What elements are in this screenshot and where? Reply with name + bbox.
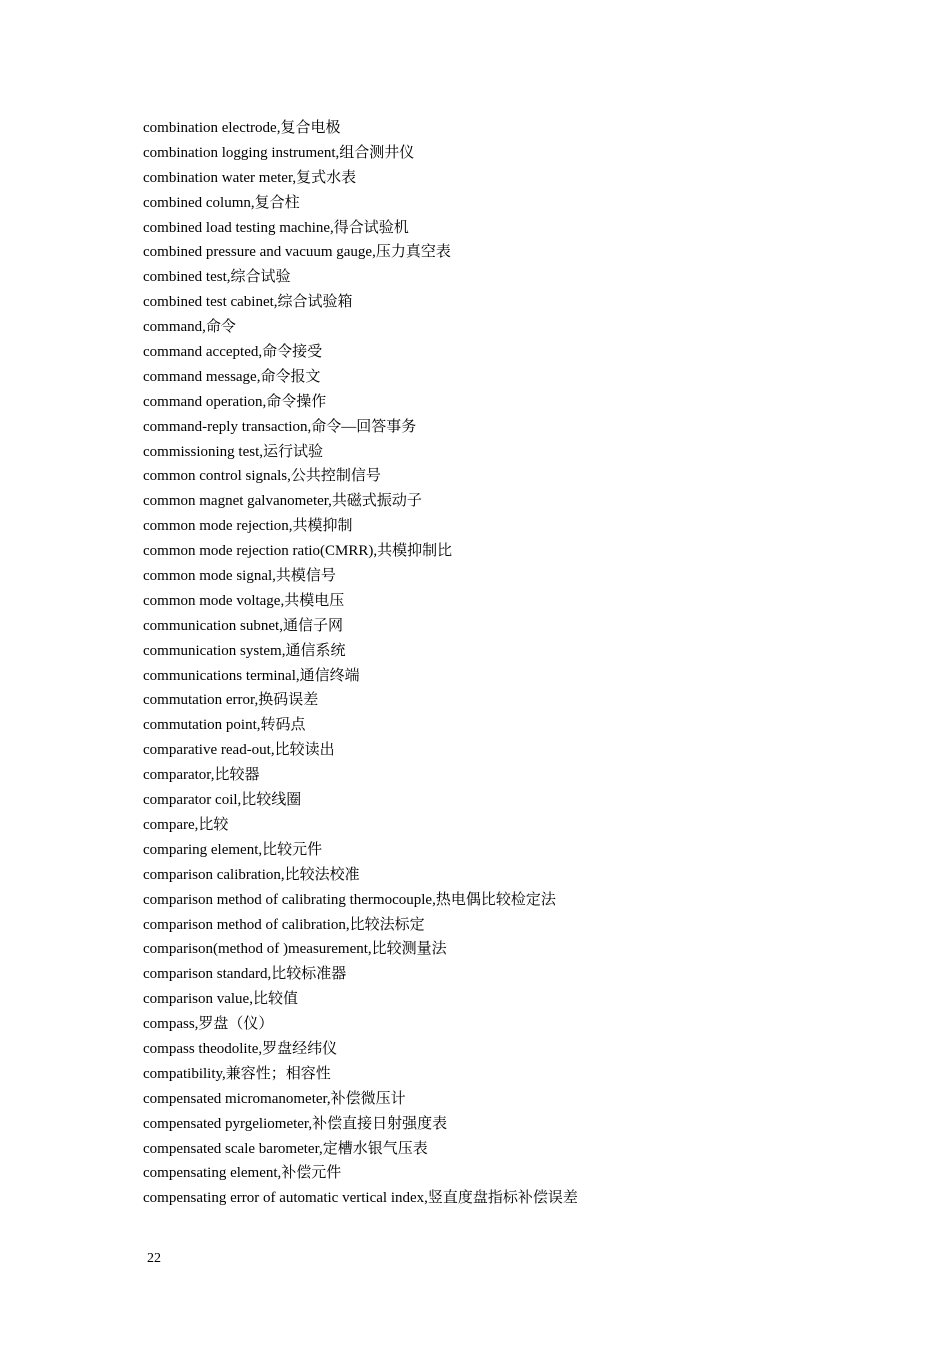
glossary-entry: comparison value,比较值 [143,991,298,1008]
glossary-entry: combined column,复合柱 [143,194,300,211]
glossary-entry-list [143,116,903,1211]
glossary-entry: common control signals,公共控制信号 [143,468,381,485]
glossary-entry: comparing element,比较元件 [143,841,323,858]
glossary-entry: combined load testing machine,得合试验机 [143,219,409,236]
glossary-entry: combination logging instrument,组合测井仪 [143,144,415,161]
glossary-entry: combined pressure and vacuum gauge,压力真空表 [143,244,451,261]
glossary-entry: combined test cabinet,综合试验箱 [143,294,353,311]
glossary-entry: comparison standard,比较标准器 [143,966,347,983]
glossary-entry: comparative read-out,比较读出 [143,742,335,759]
glossary-entry: communication system,通信系统 [143,642,346,659]
glossary-entry: common mode rejection ratio(CMRR),共模抑制比 [143,543,453,560]
glossary-entry: command operation,命令操作 [143,393,327,410]
glossary-entry: comparator,比较器 [143,767,260,784]
glossary-entry: compensated micromanometer,补偿微压计 [143,1090,406,1107]
glossary-entry: compensated pyrgeliometer,补偿直接日射强度表 [143,1115,448,1132]
glossary-entry: commutation error,换码误差 [143,692,319,709]
glossary-entry: common mode rejection,共模抑制 [143,518,353,535]
glossary-entry: common magnet galvanometer,共磁式振动子 [143,493,422,510]
glossary-entry: command,命令 [143,319,236,336]
glossary-entry: compensating error of automatic vertical index,竖直度盘指标补偿误差 [143,1190,578,1207]
glossary-entry: combination electrode,复合电极 [143,120,341,136]
glossary-entry: command-reply transaction,命令—回答事务 [143,418,417,435]
glossary-entry: comparison calibration,比较法校准 [143,866,360,883]
glossary-entry: command message,命令报文 [143,368,321,385]
glossary-entry: common mode signal,共模信号 [143,568,336,585]
glossary-entry: compensated scale barometer,定槽水银气压表 [143,1140,428,1157]
page-number: 22 [147,1251,161,1266]
glossary-entry: compare,比较 [143,816,229,833]
glossary-entry: commissioning test,运行试验 [143,443,324,460]
glossary-entry: command accepted,命令接受 [143,344,323,361]
glossary-entry: combination water meter,复式水表 [143,169,357,186]
glossary-entry: communication subnet,通信子网 [143,617,343,634]
glossary-entry: comparison method of calibration,比较法标定 [143,916,425,933]
glossary-entry: compass,罗盘（仪） [143,1016,274,1033]
glossary-entry: comparison method of calibrating thermocouple,热电偶比较检定法 [143,891,556,908]
glossary-entry: combined test,综合试验 [143,269,291,286]
glossary-entry: communications terminal,通信终端 [143,667,360,684]
glossary-entry: compass theodolite,罗盘经纬仪 [143,1040,338,1057]
glossary-entry: compatibility,兼容性；相容性 [143,1065,331,1082]
glossary-entry: common mode voltage,共模电压 [143,592,345,609]
glossary-entry: comparison(method of )measurement,比较测量法 [143,941,447,958]
glossary-entry: comparator coil,比较线圈 [143,792,302,809]
glossary-entry: compensating element,补偿元件 [143,1165,342,1182]
glossary-entry: commutation point,转码点 [143,717,306,734]
